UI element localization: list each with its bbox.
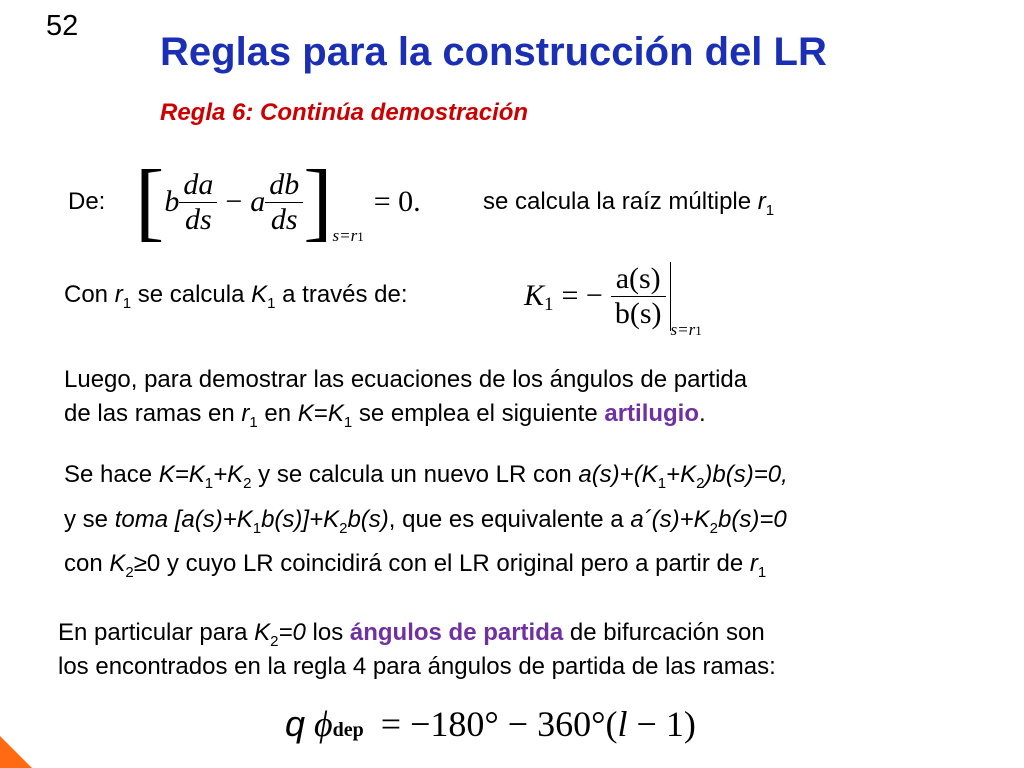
eq-subscript: s=r1 — [332, 226, 364, 245]
frac-num-da: da — [179, 168, 217, 203]
frac-num-db: db — [265, 168, 303, 203]
frac-den-bs: b(s) — [614, 296, 662, 330]
fraction-a-over-b — [611, 262, 671, 331]
para2-line1: Se hace $K=K_1+K_2$ y se calcula un nuevo LR con $a(s)+(K_1+K_2)b(s)=0$, — [64, 461, 788, 492]
k1-equation: K 1 = − $\frac{a(s)}{b(s)}$ s=r1 — [524, 261, 702, 339]
para2-line3: con $K_2\ge 0$ y cuyo LR coincidirá con el LR original pero a partir de $r_1$ — [64, 550, 767, 581]
para3-line1: En particular para $K_2=0$ los ángulos de partida de bifurcación son — [58, 619, 765, 650]
eq-dep-sub: dep — [332, 719, 364, 741]
eq-a: a — [250, 185, 266, 218]
slide-title: Reglas para la construcción del LR — [160, 30, 827, 74]
multiple-root-text: se calcula la raíz múltiple $r_1$ — [483, 188, 775, 219]
fraction-db-ds — [265, 168, 303, 237]
para1-line2: de las ramas en $r_1$ en $K=K_1$ se emplea el siguiente artilugio. — [64, 400, 706, 431]
eq-minus: − — [225, 185, 243, 218]
frac-den-ds: ds — [270, 202, 298, 236]
angulos-de-partida-highlight: ángulos de partida — [349, 619, 564, 646]
fraction-da-ds — [179, 168, 217, 237]
eq-b: b — [164, 185, 180, 218]
corner-decoration — [0, 736, 32, 768]
para1-line1: Luego, para demostrar las ecuaciones de los ángulos de partida — [64, 366, 748, 393]
k1-subscript: s=r1 — [670, 320, 702, 339]
frac-den-ds: ds — [184, 202, 212, 236]
k1-lhs: K — [524, 279, 545, 312]
eq-end: − 1) — [627, 704, 696, 744]
derivative-equation — [135, 153, 421, 250]
eq-q: q — [285, 703, 306, 744]
eq-l: l — [617, 704, 628, 744]
departure-angle-equation — [285, 703, 696, 745]
de-label: De: — [68, 188, 106, 215]
frac-num-as: a(s) — [611, 262, 666, 297]
k1-intro-text: Con $r_1$ se calcula $K_1$ a través de: — [64, 281, 408, 312]
right-bracket: ] — [303, 153, 333, 250]
slide-subtitle: Regla 6: Continúa demostración — [160, 99, 529, 126]
para3-line2: los encontrados en la regla 4 para ángulos de partida de las ramas: — [58, 653, 776, 680]
left-bracket: [ — [135, 153, 165, 250]
eq-rhs: = −180° − 360°( — [380, 704, 618, 744]
artilugio-highlight: artilugio — [604, 400, 700, 427]
eq-phi: ϕ — [314, 704, 333, 744]
k1-equals: = − — [561, 279, 603, 312]
para2-line2: y se toma $[a(s)+K_1b(s)]+K_2b(s)$, que es equivalente a $a´(s)+K_2b(s)=0$ — [64, 506, 787, 537]
eq-equals-zero: = 0. — [373, 185, 421, 218]
slide-number: 52 — [46, 10, 79, 42]
